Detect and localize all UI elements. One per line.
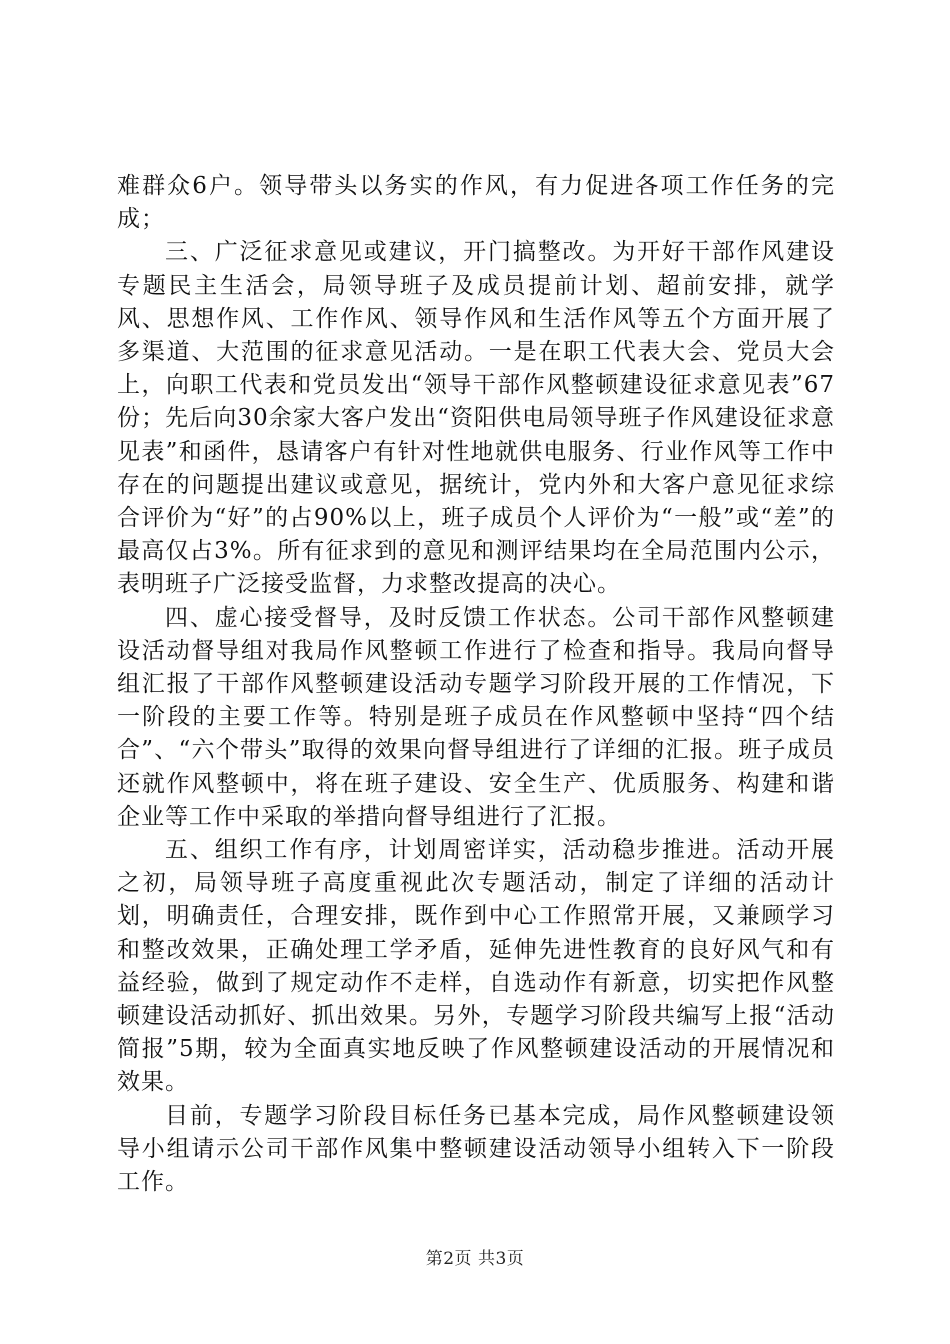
- paragraph-conclusion: 目前，专题学习阶段目标任务已基本完成，局作风整顿建设领导小组请示公司干部作风集中整顿建设活动领导小组转入下一阶段工作。: [117, 1102, 835, 1196]
- paragraph-section-5: 五、组织工作有序，计划周密详实，活动稳步推进。活动开展之初，局领导班子高度重视此次专题活动，制定了详细的活动计划，明确责任，合理安排，既作到中心工作照常开展，又兼顾学习和整改效果，正确处理工学矛盾，延伸先进性教育的良好风气和有益经验，做到了规定动作不走样，自选动作有新意，切实把作风整顿建设活动抓好、抓出效果。另外，专题学习阶段共编写上报“活动简报”5期，较为全面真实地反映了作风整顿建设活动的开展情况和效果。: [117, 837, 835, 1096]
- document-body: [117, 170, 835, 1199]
- paragraph-section-4: 四、虚心接受督导，及时反馈工作状态。公司干部作风整顿建设活动督导组对我局作风整顿工作进行了检查和指导。我局向督导组汇报了干部作风整顿建设活动专题学习阶段开展的工作情况，下一阶段的主要工作等。特别是班子成员在作风整顿中坚持“四个结合”、“六个带头”取得的效果向督导组进行了详细的汇报。班子成员还就作风整顿中，将在班子建设、安全生产、优质服务、构建和谐企业等工作中采取的举措向督导组进行了汇报。: [117, 604, 835, 830]
- paragraph-section-3: 三、广泛征求意见或建议，开门搞整改。为开好干部作风建设专题民主生活会，局领导班子及成员提前计划、超前安排，就学风、思想作风、工作作风、领导作风和生活作风等五个方面开展了多渠道、大范围的征求意见活动。一是在职工代表大会、党员大会上，向职工代表和党员发出“领导干部作风整顿建设征求意见表”67份；先后向30余家大客户发出“资阳供电局领导班子作风建设征求意见表”和函件，恳请客户有针对性地就供电服务、行业作风等工作中存在的问题提出建议或意见，据统计，党内外和大客户意见征求综合评价为“好”的占90%以上，班子成员个人评价为“一般”或“差”的最高仅占3%。所有征求到的意见和测评结果均在全局范围内公示，表明班子广泛接受监督，力求整改提高的决心。: [117, 239, 835, 598]
- page-number-footer: 第2页 共3页: [425, 1249, 525, 1269]
- paragraph-continuation: 难群众6户。领导带头以务实的作风，有力促进各项工作任务的完成；: [117, 173, 835, 233]
